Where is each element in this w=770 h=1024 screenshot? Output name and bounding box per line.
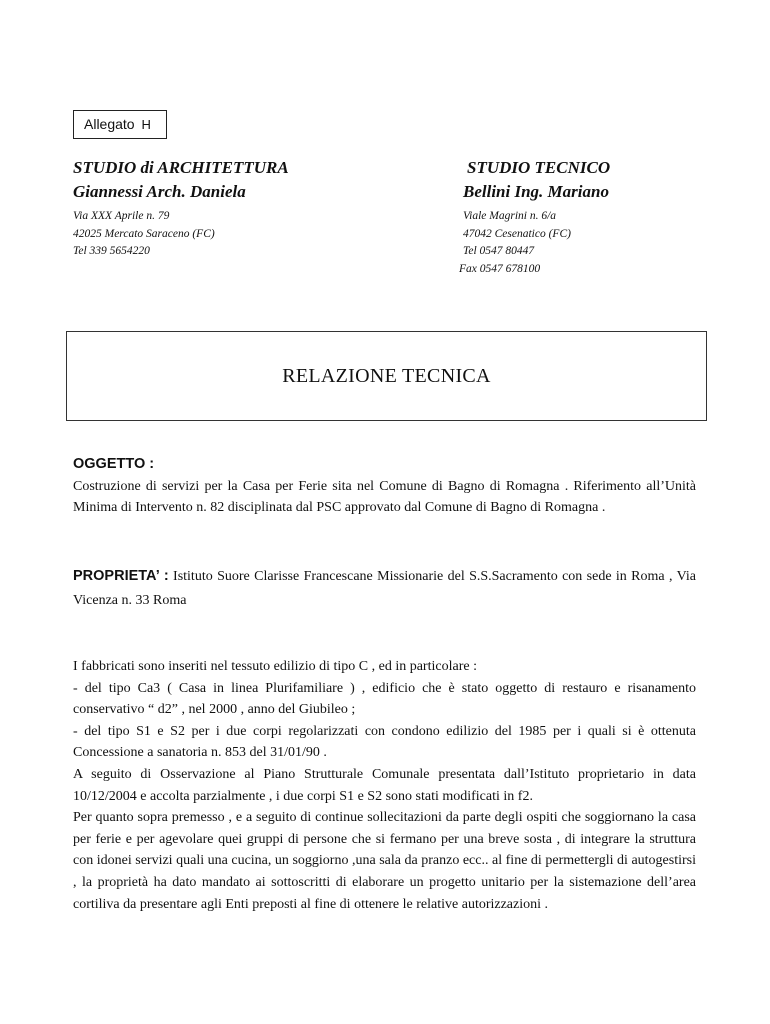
document-title: RELAZIONE TECNICA [282,365,491,387]
studio-architettura-header [73,156,289,261]
document-title-box [66,331,707,421]
body-paragraph: - del tipo Ca3 ( Casa in linea Plurifamiliare ) , edificio che è stato oggetto di restauro e risanamento conservativo “ d2” , nel 2000 , anno del Giubileo ; [73,680,696,718]
studio-right-city: 47042 Cesenatico (FC) [463,227,571,240]
studio-right-fax: Fax 0547 678100 [459,262,541,275]
body-paragraph: - del tipo S1 e S2 per i due corpi regolarizzati con condono edilizio del 1985 per i quali si è ottenuta Concessione a sanatoria n. 853 del 31/01/90 . [73,723,696,761]
studio-right-name: Bellini Ing. Mariano [463,182,609,201]
relazione-body [73,656,696,915]
oggetto-heading: OGGETTO : [73,456,155,472]
allegato-label-box [73,110,167,139]
oggetto-text: Costruzione di servizi per la Casa per Ferie sita nel Comune di Bagno di Romagna . Riferimento all’Unità Minima di Intervento n. 82 disciplinata dal PSC approvato dal Comune di Bagno di Romagna . [73,479,696,515]
studio-left-phone: Tel 339 5654220 [73,245,150,257]
proprieta-text: Istituto Suore Clarisse Francescane Missionarie del S.S.Sacramento con sede in Roma , Via Vicenza n. 33 Roma [73,569,696,608]
allegato-letter: H [141,117,151,132]
allegato-label: Allegato [84,116,135,132]
studio-left-title: STUDIO di ARCHITETTURA [73,158,289,177]
proprieta-heading: PROPRIETA’ : [73,568,169,584]
body-paragraph: A seguito di Osservazione al Piano Strutturale Comunale presentata dall’Istituto proprietario in data 10/12/2004 e accolta parzialmente , i due corpi S1 e S2 sono stati modificati in f2. [73,766,696,804]
proprieta-section [73,564,696,613]
studio-right-address: Viale Magrini n. 6/a [463,210,557,222]
studio-right-phone: Tel 0547 80447 [463,245,535,257]
studio-left-address: Via XXX Aprile n. 79 [73,210,170,222]
studio-left-city: 42025 Mercato Saraceno (FC) [73,227,215,240]
studio-right-title: STUDIO TECNICO [467,158,611,177]
studio-tecnico-header [459,156,611,278]
body-paragraph: Per quanto sopra premesso , e a seguito di continue sollecitazioni da parte degli ospiti che soggiornano la casa per ferie e per agevolare quei gruppi di persone che si fermano per una breve sosta , di integrare la struttura con idonei servizi quali una cucina, un soggiorno ,una sala da pranzo ecc.. al fine di permettergli di autogestirsi , la proprietà ha dato mandato ai sottoscritti di elaborare un progetto unitario per la sistemazione dell’area cortiliva da presentare agli Enti preposti al fine di ottenere le relative autorizzazioni . [73,810,696,912]
studio-left-name: Giannessi Arch. Daniela [73,182,246,201]
body-paragraph: I fabbricati sono inseriti nel tessuto edilizio di tipo C , ed in particolare : [73,659,477,674]
